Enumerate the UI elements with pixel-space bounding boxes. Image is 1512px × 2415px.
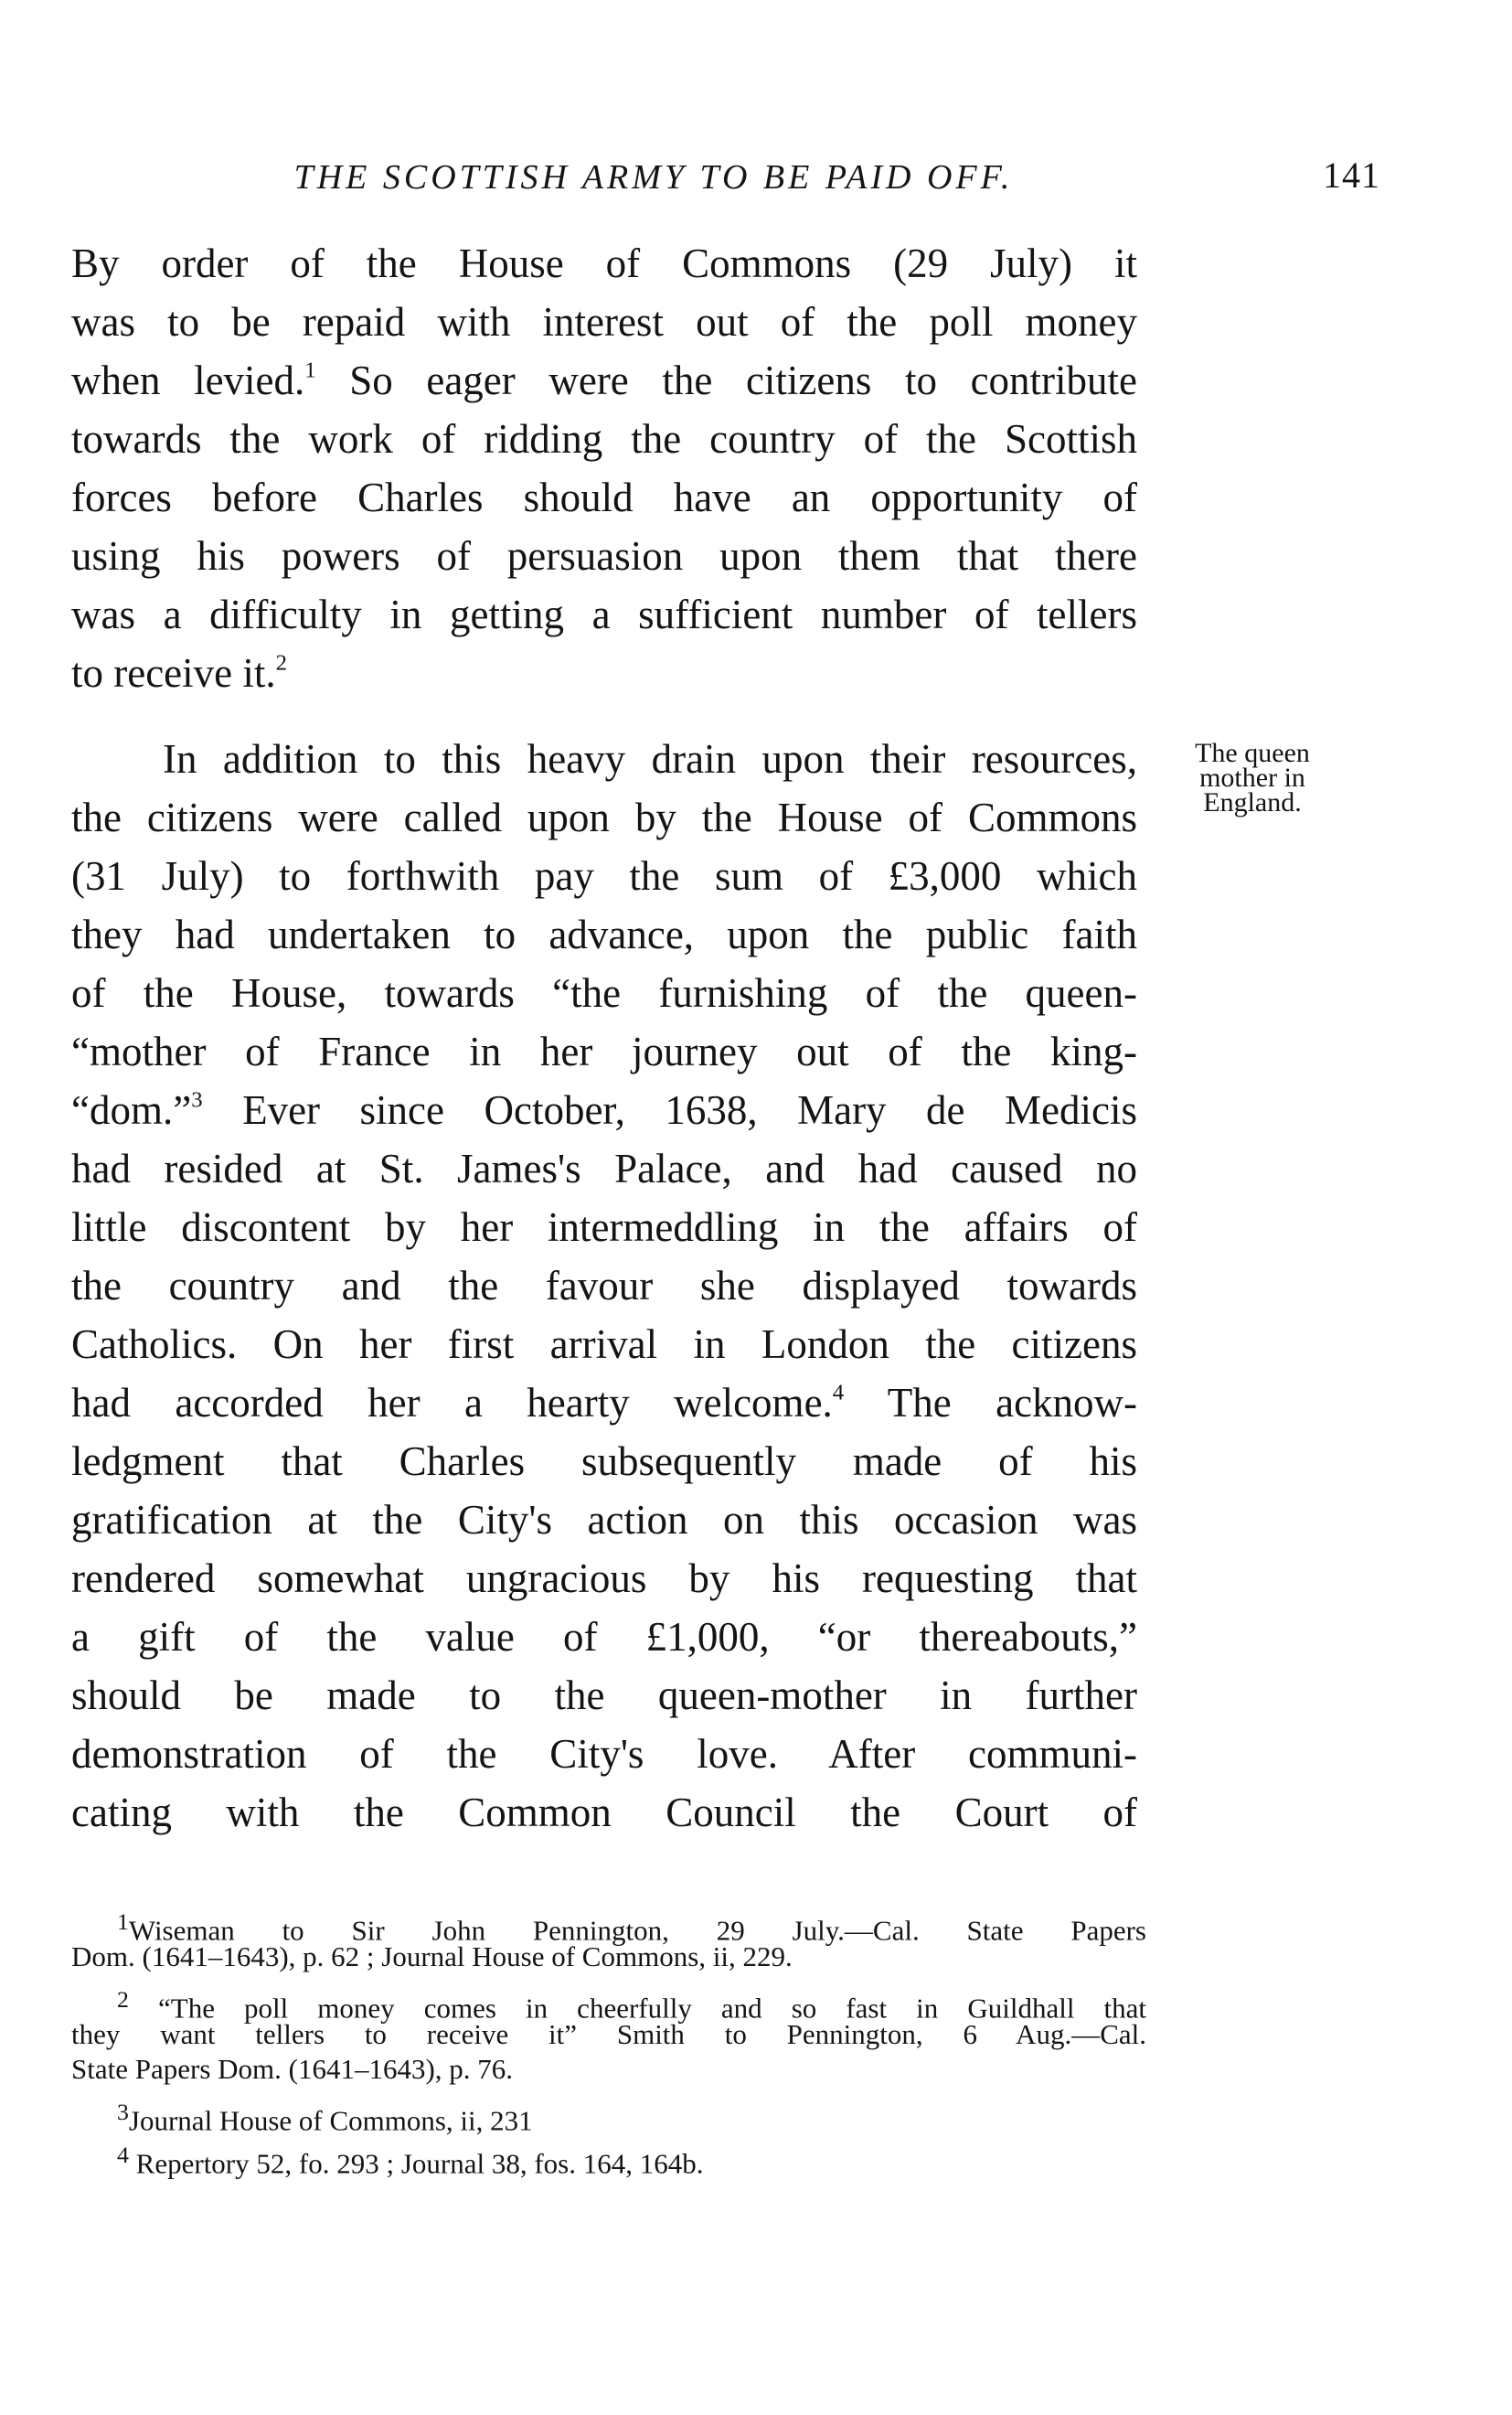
- body-line: forces before Charles should have an opportunity of: [71, 475, 1137, 520]
- footnote-2: [117, 1982, 1147, 2025]
- body-line: they had undertaken to advance, upon the public faith: [71, 912, 1137, 957]
- body-line: “mother of France in her journey out of the king-: [71, 1029, 1137, 1074]
- body-line: [71, 1081, 1137, 1139]
- footnote-text: “The poll money comes in cheerfully and so fast in Guildhall that: [158, 1992, 1147, 2025]
- body-text: The acknow-: [887, 1380, 1138, 1426]
- footnote-text: Repertory 52, fo. 293 ; Journal 38, fos. 164, 164b.: [135, 2147, 704, 2180]
- body-line: the country and the favour she displayed towards: [71, 1263, 1137, 1309]
- footnote-marker: 4: [117, 2142, 129, 2168]
- footnote-marker: 2: [117, 1986, 129, 2013]
- body-line: little discontent by her intermeddling in the affairs of: [71, 1204, 1137, 1250]
- body-line: cating with the Common Council the Court of: [71, 1790, 1137, 1835]
- body-line: had resided at St. James's Palace, and had caused no: [71, 1146, 1137, 1191]
- body-line: of the House, towards “the furnishing of the queen-: [71, 970, 1137, 1016]
- footnote-text: Wiseman to Sir John Pennington, 29 July.—Cal. State Papers: [128, 1914, 1146, 1947]
- margin-note-line: mother in: [1199, 763, 1305, 793]
- page-number: 141: [1323, 155, 1380, 196]
- body-text: had accorded her a hearty welcome.: [71, 1380, 833, 1426]
- body-line: should be made to the queen-mother in further: [71, 1672, 1137, 1718]
- body-line: was to be repaid with interest out of the poll money: [71, 299, 1137, 345]
- body-text: So eager were the citizens to contribute: [349, 358, 1138, 403]
- body-text: “dom.”: [71, 1087, 192, 1133]
- footnote-marker: 3: [117, 2099, 129, 2125]
- footnote-text: Journal House of Commons, ii, 231: [128, 2104, 533, 2137]
- footnote-3: [117, 2095, 1146, 2137]
- body-line: [71, 1373, 1137, 1432]
- footnote-1: [117, 1905, 1146, 1947]
- body-line: [71, 644, 1137, 702]
- footnote-ref: 1: [304, 358, 316, 383]
- footnote-1-cont: Dom. (1641–1643), p. 62 ; Journal House of Commons, ii, 229.: [71, 1940, 793, 1972]
- footnote-4: [117, 2138, 1146, 2180]
- body-line: Catholics. On her first arrival in London the citizens: [71, 1321, 1137, 1367]
- body-text: to receive it.: [71, 650, 276, 696]
- body-line: ledgment that Charles subsequently made of his: [71, 1438, 1137, 1484]
- footnote-2-cont: they want tellers to receive it” Smith to Pennington, 6 Aug.—Cal.: [71, 2018, 1146, 2050]
- body-line: towards the work of ridding the country of the Scottish: [71, 416, 1137, 462]
- body-line: demonstration of the City's love. After communi-: [71, 1731, 1137, 1777]
- margin-note: [1161, 738, 1344, 817]
- body-line: was a difficulty in getting a sufficient number of tellers: [71, 592, 1137, 637]
- body-text: when levied.: [71, 358, 305, 403]
- body-line: rendered somewhat ungracious by his requesting that: [71, 1555, 1137, 1601]
- margin-note-line: The queen: [1195, 738, 1310, 768]
- running-title: THE SCOTTISH ARMY TO BE PAID OFF.: [293, 158, 1014, 197]
- footnote-ref: 3: [191, 1087, 203, 1113]
- body-line: using his powers of persuasion upon them that there: [71, 533, 1137, 579]
- body-text: Ever since October, 1638, Mary de Medicis: [242, 1087, 1137, 1133]
- body-line: a gift of the value of £1,000, “or thereabouts,”: [71, 1614, 1137, 1660]
- body-line: In addition to this heavy drain upon their resources,: [163, 736, 1137, 782]
- footnote-marker: 1: [117, 1908, 129, 1935]
- footnote-ref: 2: [275, 650, 288, 676]
- body-line: By order of the House of Commons (29 July) it: [71, 240, 1137, 286]
- footnote-ref: 4: [832, 1380, 845, 1405]
- margin-note-line: England.: [1203, 787, 1302, 817]
- body-line: the citizens were called upon by the House of Commons: [71, 795, 1137, 840]
- body-line: [71, 351, 1137, 410]
- body-line: gratification at the City's action on this occasion was: [71, 1497, 1137, 1543]
- footnote-2-cont: State Papers Dom. (1641–1643), p. 76.: [71, 2053, 514, 2085]
- body-line: (31 July) to forthwith pay the sum of £3,000 which: [71, 853, 1137, 899]
